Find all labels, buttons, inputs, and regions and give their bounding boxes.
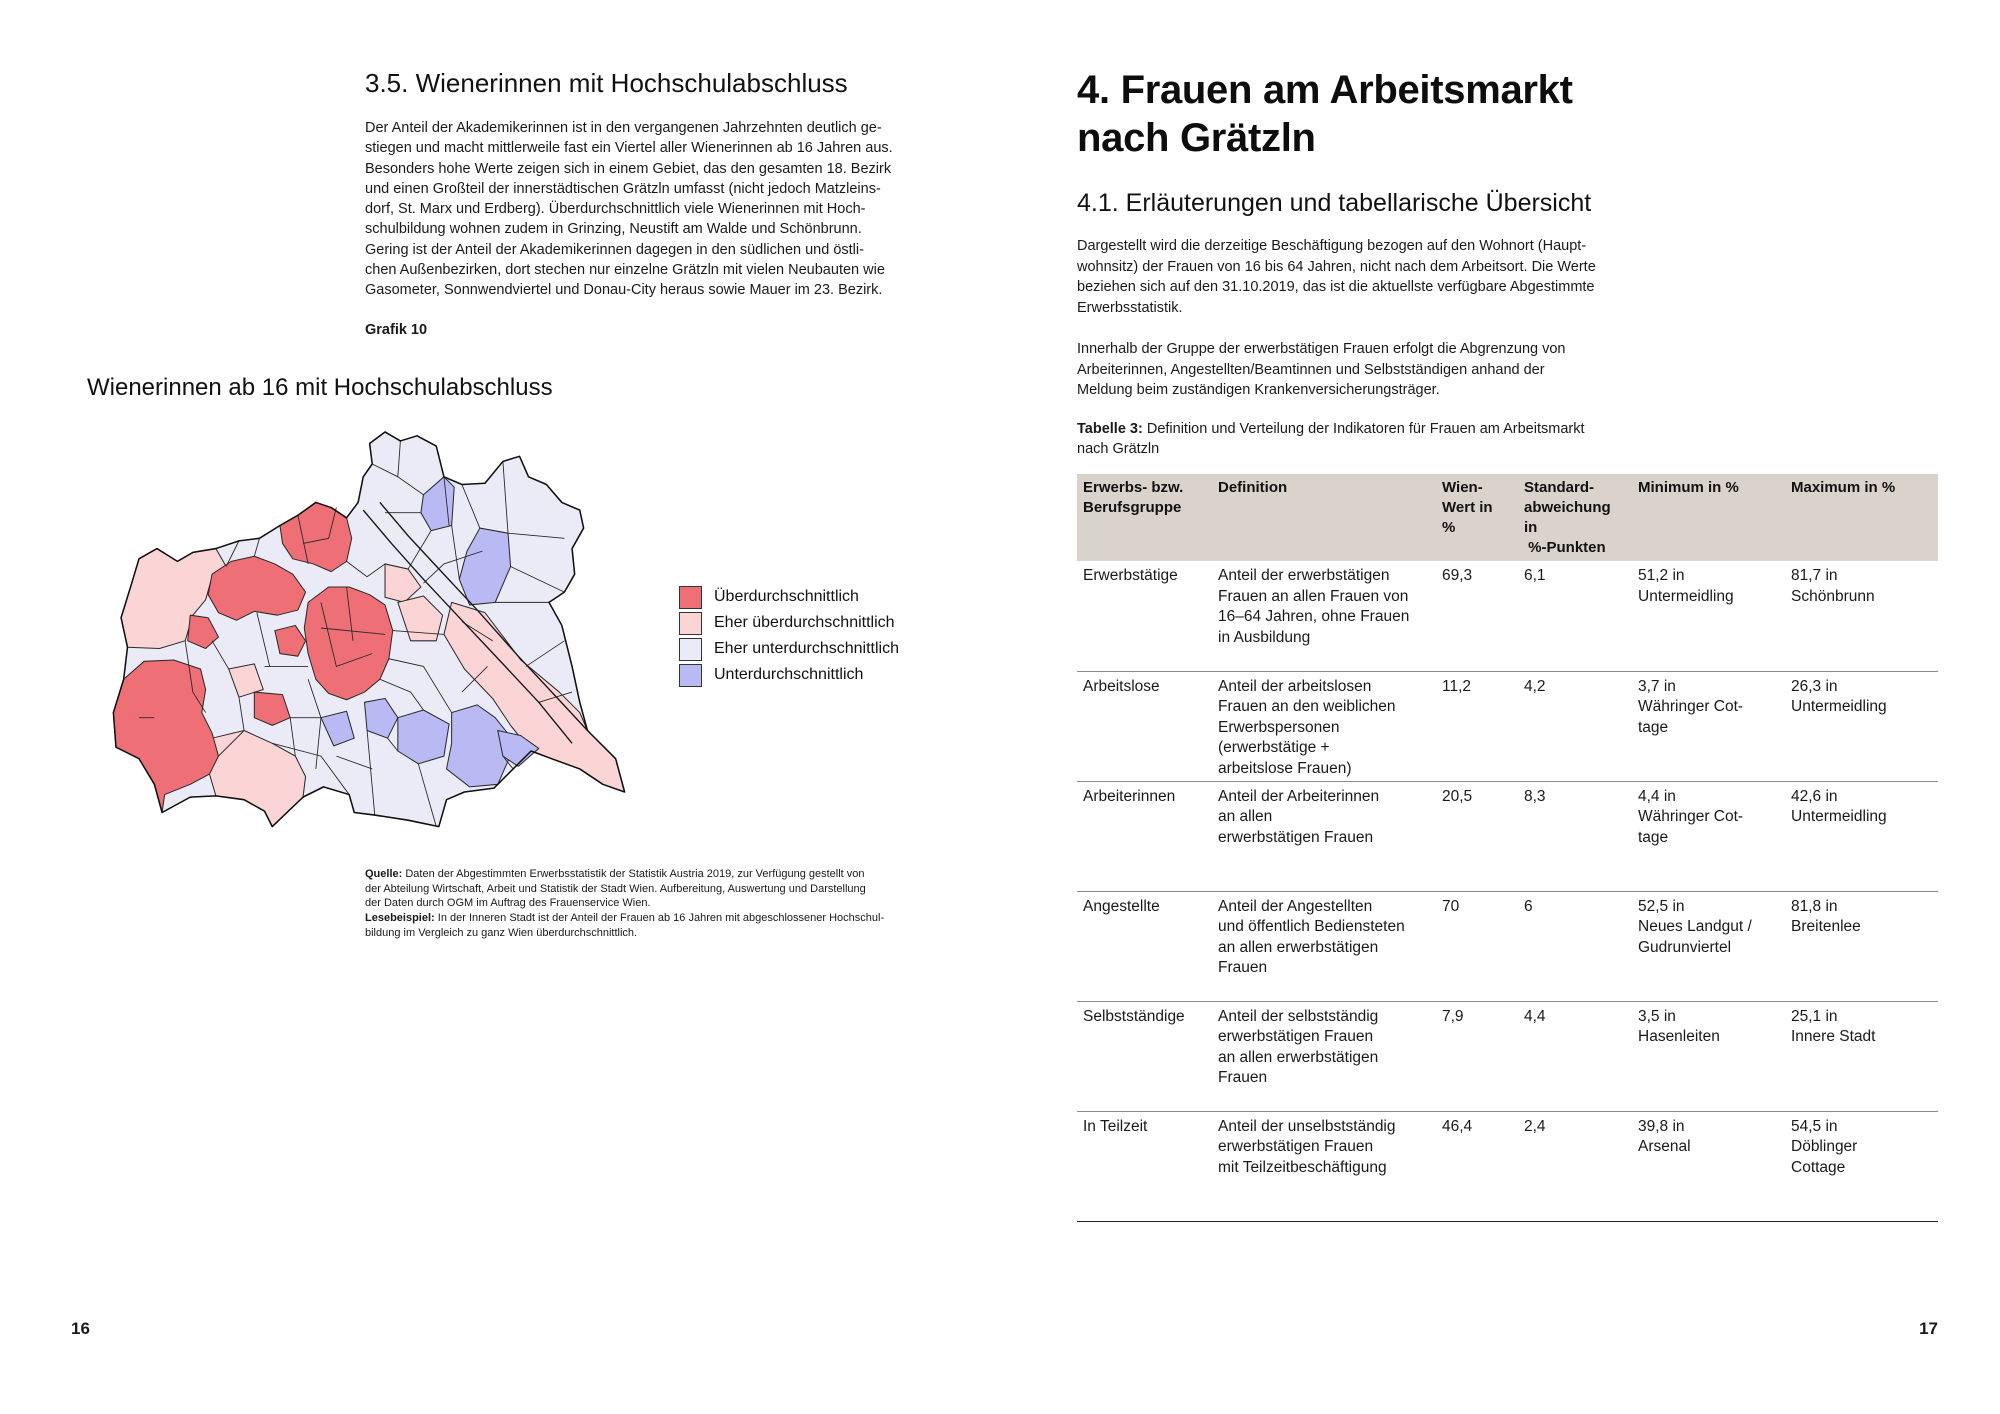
cell-maximum: 81,7 in Schönbrunn [1785,561,1938,671]
cell-std-dev: 4,4 [1518,1001,1632,1111]
legend-swatch [679,612,702,635]
legend-item-unterdurchschnittlich [679,662,899,688]
cell-wien-value: 20,5 [1436,781,1518,891]
table-row [1077,1001,1938,1111]
legend-item-eher-ueberdurchschnittlich [679,610,899,636]
header-wien-value: Wien- Wert in % [1436,474,1518,561]
header-std-dev: Standard- abweichung in %-Punkten [1518,474,1632,561]
legend-label: Überdurchschnittlich [714,588,859,605]
table-row [1077,671,1938,781]
cell-group: In Teilzeit [1077,1111,1212,1221]
table-row [1077,1111,1938,1221]
cell-minimum: 3,5 in Hasenleiten [1632,1001,1785,1111]
page-number-right: 17 [1919,1319,1938,1338]
cell-group: Selbstständige [1077,1001,1212,1111]
body-paragraph: Der Anteil der Akademikerinnen ist in den vergangenen Jahrzehnten deutlich ge- stiegen und macht mittlerweile fast ein Viertel aller Wienerinnen ab 16 Jahren aus. Besonders hohe Werte zeigen sich in einem Gebiet, das den gesamten 18. Bezirk und einen Großteil der innerstädtischen Grätzln umfasst (nicht jedoch Matzleins- dorf, St. Marx und Erdberg). Überdurchschnittlich viele Wienerinnen mit Hoch- schulbildung wohnen zudem in Grinzing, Neustift am Walde und Schönbrunn. Gering ist der Anteil der Akademikerinnen dagegen in den südlichen und östli- chen Außenbezirken, dort stechen nur einzelne Grätzln mit vielen Neubauten wie Gasometer, Sonnwendviertel und Donau-City heraus sowie Mauer im 23. Bezirk. [365,120,893,299]
cell-std-dev: 4,2 [1518,671,1632,781]
cell-group: Arbeiterinnen [1077,781,1212,891]
cell-definition: Anteil der erwerbstätigen Frauen an allen Frauen von 16–64 Jahren, ohne Frauen in Ausbildung [1212,561,1436,671]
cell-wien-value: 70 [1436,891,1518,1001]
section-title: 4.1. Erläuterungen und tabellarische Übersicht [1077,189,1592,217]
body-paragraph: Dargestellt wird die derzeitige Beschäftigung bezogen auf den Wohnort (Haupt- wohnsitz) der Frauen von 16 bis 64 Jahren, nicht nach dem Arbeitsort. Die Werte beziehen sich auf den 31.10.2019, das ist die aktuellste verfügbare Abgestimmte Erwerbsstatistik. [1077,238,1596,316]
cell-maximum: 54,5 in Döblinger Cottage [1785,1111,1938,1221]
cell-minimum: 51,2 in Untermeidling [1632,561,1785,671]
table-row [1077,781,1938,891]
cell-definition: Anteil der Angestellten und öffentlich Bediensteten an allen erwerbstätigen Frauen [1212,891,1436,1001]
reading-example-text: In der Inneren Stadt ist der Anteil der Frauen ab 16 Jahren mit abgeschlossener Hochschul- bildung im Vergleich zu ganz Wien überdurchschnittlich. [365,912,885,939]
cell-std-dev: 6 [1518,891,1632,1001]
legend-item-eher-unterdurchschnittlich [679,636,899,662]
page-number-left: 16 [71,1319,90,1338]
cell-definition: Anteil der arbeitslosen Frauen an den weiblichen Erwerbspersonen (erwerbstätige + arbeitslose Frauen) [1212,671,1436,781]
figure-label: Grafik 10 [365,322,428,338]
cell-definition: Anteil der selbstständig erwerbstätigen Frauen an allen erwerbstätigen Frauen [1212,1001,1436,1111]
cell-maximum: 42,6 in Untermeidling [1785,781,1938,891]
map-title: Wienerinnen ab 16 mit Hochschulabschluss [87,374,553,401]
cell-minimum: 4,4 in Währinger Cot- tage [1632,781,1785,891]
cell-maximum: 81,8 in Breitenlee [1785,891,1938,1001]
header-definition: Definition [1212,474,1436,561]
cell-wien-value: 46,4 [1436,1111,1518,1221]
table-caption [1077,419,1585,459]
legend-swatch [679,664,702,687]
cell-group: Erwerbstätige [1077,561,1212,671]
reading-example-label: Lesebeispiel: [365,912,435,925]
cell-group: Arbeitslose [1077,671,1212,781]
cell-maximum: 25,1 in Innere Stadt [1785,1001,1938,1111]
cell-definition: Anteil der unselbstständig erwerbstätigen Frauen mit Teilzeitbeschäftigung [1212,1111,1436,1221]
cell-minimum: 39,8 in Arsenal [1632,1111,1785,1221]
table-row [1077,561,1938,671]
cell-std-dev: 8,3 [1518,781,1632,891]
legend-label: Unterdurchschnittlich [714,666,864,683]
chapter-title: 4. Frauen am Arbeitsmarkt nach Grätzln [1077,68,1573,160]
header-minimum: Minimum in % [1632,474,1785,561]
cell-wien-value: 11,2 [1436,671,1518,781]
cell-maximum: 26,3 in Untermeidling [1785,671,1938,781]
cell-wien-value: 69,3 [1436,561,1518,671]
cell-minimum: 52,5 in Neues Landgut / Gudrunviertel [1632,891,1785,1001]
cell-wien-value: 7,9 [1436,1001,1518,1111]
source-quelle [365,867,884,911]
indicator-table [1077,474,1938,1222]
source-text: Daten der Abgestimmten Erwerbsstatistik der Statistik Austria 2019, zur Verfügung gestellt von der Abteilung Wirtschaft, Arbeit und Statistik der Stadt Wien. Aufbereitung, Auswertung und Darstellung der Daten durch OGM im Auftrag des Frauenservice Wien. [365,868,866,910]
legend-label: Eher unterdurchschnittlich [714,640,899,657]
section-title: 3.5. Wienerinnen mit Hochschulabschluss [365,68,848,98]
cell-std-dev: 2,4 [1518,1111,1632,1221]
body-paragraph: Innerhalb der Gruppe der erwerbstätigen Frauen erfolgt die Abgrenzung von Arbeiterinnen, Angestellten/Beamtinnen und Selbstständigen anhand der Meldung beim zuständigen Krankenversicherungsträger. [1077,341,1566,398]
map-legend [679,584,899,688]
source-note [365,867,884,941]
legend-item-ueberdurchschnittlich [679,584,899,610]
table-caption-text: Definition und Verteilung der Indikatoren für Frauen am Arbeitsmarkt nach Grätzln [1077,421,1585,457]
vienna-choropleth-map [103,423,635,833]
legend-swatch [679,586,702,609]
table-header-row [1077,474,1938,561]
cell-minimum: 3,7 in Währinger Cot- tage [1632,671,1785,781]
source-lesebeispiel [365,911,884,940]
cell-definition: Anteil der Arbeiterinnen an allen erwerbstätigen Frauen [1212,781,1436,891]
table-caption-label: Tabelle 3: [1077,421,1143,437]
cell-std-dev: 6,1 [1518,561,1632,671]
legend-label: Eher überdurchschnittlich [714,614,895,631]
cell-group: Angestellte [1077,891,1212,1001]
source-label: Quelle: [365,868,403,880]
header-group: Erwerbs- bzw. Berufsgruppe [1077,474,1212,561]
header-maximum: Maximum in % [1785,474,1938,561]
table-row [1077,891,1938,1001]
legend-swatch [679,638,702,661]
